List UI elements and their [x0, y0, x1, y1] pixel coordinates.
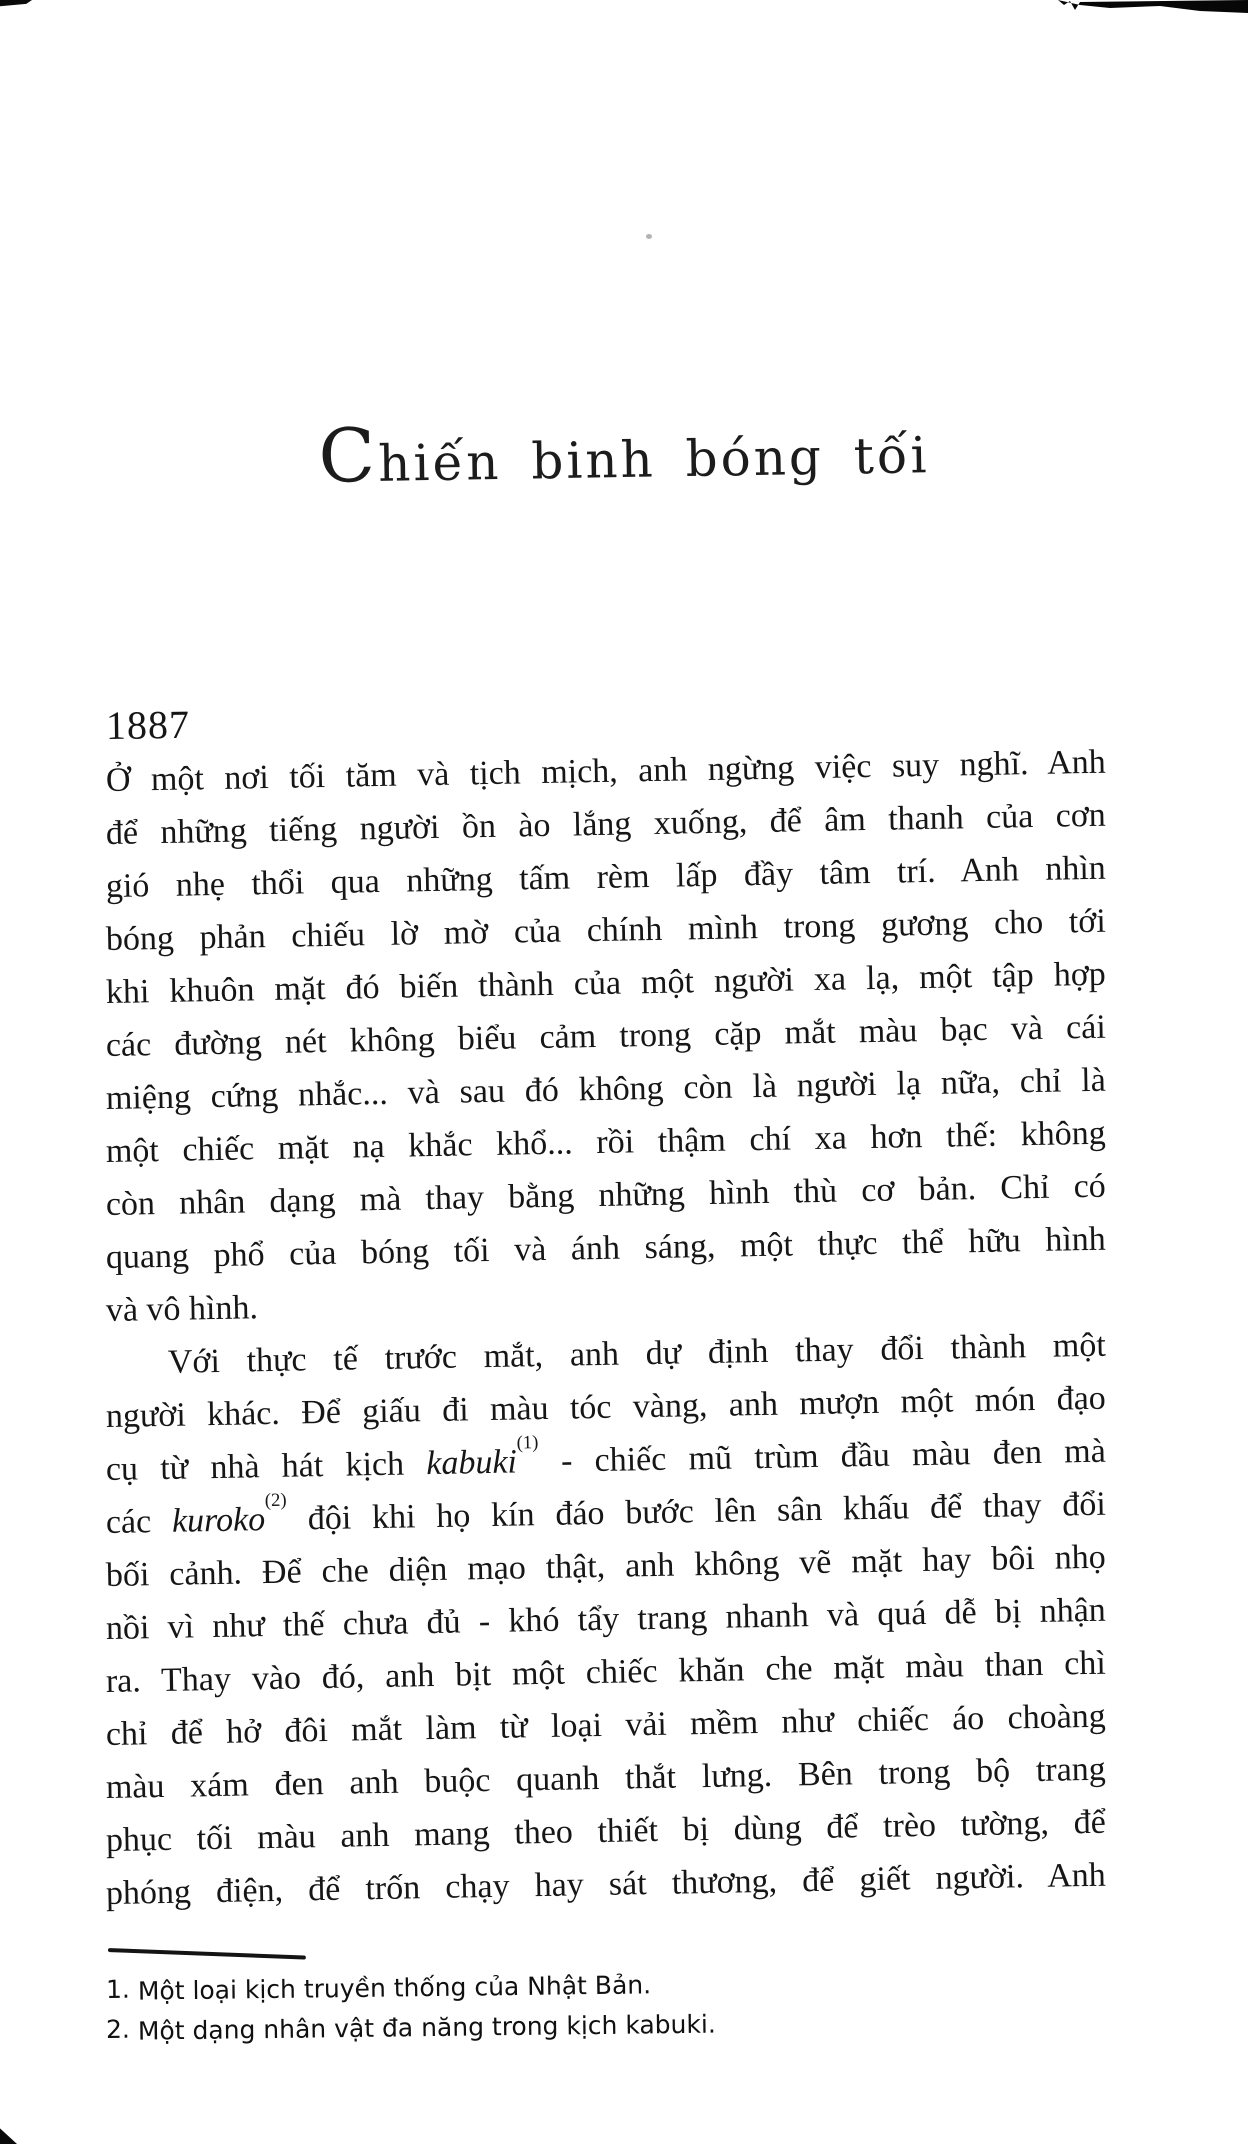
text-line: quang phổ của bóng tối và ánh sáng, một thực thể hữu hình — [105, 1220, 1107, 1276]
text-line: cụ từ nhà hát kịch kabuki$^{(1)}$ - chiếc mũ trùm đầu màu đen mà — [105, 1432, 1107, 1488]
footnote-marker: 2. — [105, 2014, 131, 2044]
text-line: gió nhẹ thổi qua những tấm rèm lấp đầy tâm trí. Anh nhìn — [105, 849, 1107, 905]
text-line: bóng phản chiếu lờ mờ của chính mình trong gương cho tới — [105, 902, 1107, 958]
text-line: khi khuôn mặt đó biến thành của một người xa lạ, một tập hợp — [105, 955, 1107, 1011]
footnote-text: Một loại kịch truyền thống của Nhật Bản. — [137, 1970, 652, 2006]
scan-artifact-top-right — [1050, 0, 1248, 16]
text-line: màu xám đen anh buộc quanh thắt lưng. Bên trong bộ trang — [105, 1750, 1107, 1806]
text-line: bối cảnh. Để che diện mạo thật, anh không vẽ mặt hay bôi nhọ — [105, 1538, 1107, 1594]
text-line: Ở một nơi tối tăm và tịch mịch, anh ngừng việc suy nghĩ. Anh — [105, 743, 1107, 799]
footnote-rule — [108, 1948, 306, 1960]
text-line: còn nhân dạng mà thay bằng những hình thù cơ bản. Chỉ có — [105, 1167, 1107, 1223]
footnote-marker: 1. — [105, 1974, 131, 2004]
scan-speck — [646, 234, 652, 239]
text-line: các đường nét không biểu cảm trong cặp mắt màu bạc và cái — [105, 1008, 1107, 1064]
footnote-text: Một dạng nhân vật đa năng trong kịch kabuki. — [137, 2009, 716, 2046]
footnotes — [106, 1942, 866, 2052]
text-line: Với thực tế trước mắt, anh dự định thay đổi thành một — [167, 1326, 1107, 1381]
text-line: miệng cứng nhắc... và sau đó không còn là người lạ nữa, chỉ là — [105, 1061, 1107, 1117]
text-line: phục tối màu anh mang theo thiết bị dùng để trèo tường, để — [105, 1803, 1107, 1859]
text-line: ra. Thay vào đó, anh bịt một chiếc khăn che mặt màu than chì — [105, 1644, 1107, 1700]
footnote — [106, 2003, 866, 2052]
footnote-list — [106, 1972, 866, 2052]
text-line: và vô hình. — [105, 1289, 259, 1329]
text-line: phóng điện, để trốn chạy hay sát thương, để giết người. Anh — [105, 1856, 1107, 1912]
text-line: người khác. Để giấu đi màu tóc vàng, anh mượn một món đạo — [105, 1379, 1107, 1435]
chapter-title: Chiến binh bóng tối — [317, 412, 930, 500]
text-line: các kuroko$^{(2)}$ đội khi họ kín đáo bước lên sân khấu để thay đổi — [105, 1485, 1107, 1541]
body-text — [105, 743, 1107, 1920]
text-line: chỉ để hở đôi mắt làm từ loại vải mềm như chiếc áo choàng — [105, 1697, 1107, 1753]
scan-artifact-bottom-left — [0, 2127, 17, 2144]
text-line: một chiếc mặt nạ khắc khổ... rồi thậm chí xa hơn thế: không — [105, 1114, 1107, 1170]
scan-artifact-top-left — [0, 0, 32, 7]
text-line: để những tiếng người ồn ào lắng xuống, để âm thanh của cơn — [105, 796, 1107, 852]
text-line: nồi vì như thế chưa đủ - khó tẩy trang nhanh và quá dễ bị nhận — [105, 1591, 1107, 1647]
section-year: 1887 — [105, 701, 191, 748]
